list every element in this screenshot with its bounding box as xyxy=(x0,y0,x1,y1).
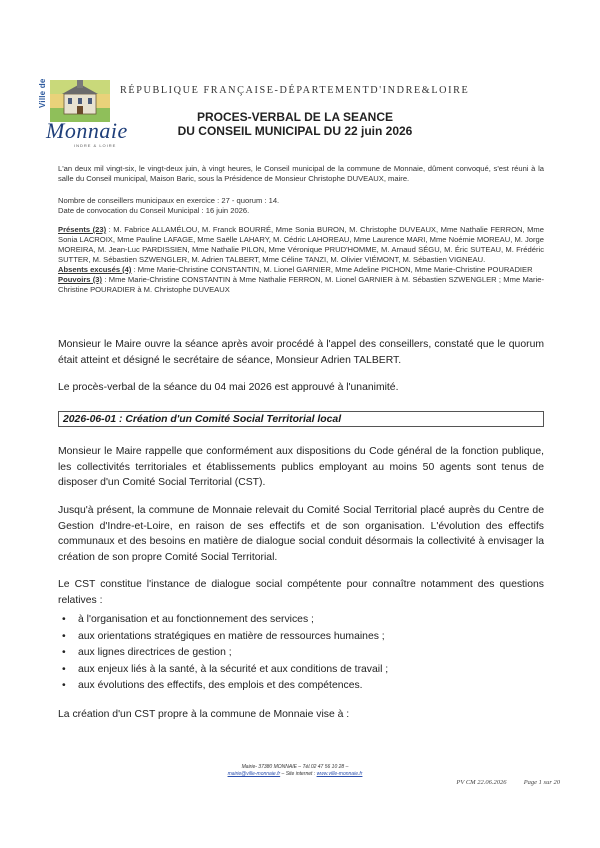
opening-paragraph: Monsieur le Maire ouvre la séance après avoir procédé à l'appel des conseillers, constaté que le quorum était atteint et désigné le secrétaire de séance, Monsieur Adrien TALBERT. xyxy=(58,339,544,366)
list-item: • aux lignes directrices de gestion ; xyxy=(60,645,544,662)
deliberation-paragraph-2: Jusqu'à présent, la commune de Monnaie relevait du Comité Social Territorial placé auprès du Centre de Gestion d'Indre-et-Loire, en raison de ses effectifs et de son organisation. L'évolution des effectifs communaux et des besoins en matière de dialogue social conduit désormais la collectivité à envisager la création de son propre Comité Social Territorial. xyxy=(58,505,544,563)
deliberation-paragraph-4: La création d'un CST propre à la commune de Monnaie vise à : xyxy=(58,709,350,720)
page-title xyxy=(130,110,460,138)
footer-website-link[interactable]: www.ville-monnaie.fr xyxy=(316,771,363,777)
page-number: Page 1 sur 20 xyxy=(523,779,560,786)
footer-address: Mairie- 37380 MONNAIE – Tél.02 47 56 10 28 – xyxy=(241,764,349,770)
republic-header: RÉPUBLIQUE FRANÇAISE-DÉPARTEMENTD'INDRE&LOIRE xyxy=(120,85,470,96)
footer-separator: – Site internet : xyxy=(280,771,317,777)
attendance-block xyxy=(58,225,544,295)
list-item: • aux évolutions des effectifs, des emplois et des compétences. xyxy=(60,678,544,695)
absents-list: : Mme Marie-Christine CONSTANTIN, M. Lionel GARNIER, Mme Adeline PICHON, Mme Marie-Christine POURADIER xyxy=(131,265,533,274)
footer-contact xyxy=(170,764,420,778)
councillors-count: Nombre de conseillers municipaux en exercice : 27 - quorum : 14. xyxy=(58,196,280,205)
list-item: • aux orientations stratégiques en matière de ressources humaines ; xyxy=(60,629,544,646)
pouvoirs-label: Pouvoirs (3) xyxy=(58,275,103,284)
absents-paragraph xyxy=(58,265,544,275)
absents-label: Absents excusés (4) xyxy=(58,265,132,274)
presents-list: : M. Fabrice ALLAMÉLOU, M. Franck BOURRÉ, Mme Sonia BURON, M. Christophe DUVEAUX, Mme Nathalie FERRON, Mme Sonia LACROIX, Mme Pauline LAFAGE, Mme Saëlle LAHARY, M. Cédric LAHOREAU, Mme Laurence MARI, Mme Noémie MOREAU, M. Jorge MOREIRA, M. Jean-Luc PARDISSIEN, Mme Nathalie PILON, Mme Véronique PRUD'HOMME, M. Arnaud SÉGU, M. Éric SUTEAU, M. Frédéric SUTTER, M. Sébastien SZWENGLER, M. Adrien TALBERT, Mme Céline TANZI, M. Olivier VIÉMONT, M. Sébastien VIGNEAU. xyxy=(58,225,544,264)
meeting-counts xyxy=(58,196,544,216)
approval-paragraph: Le procès-verbal de la séance du 04 mai 2026 est approuvé à l'unanimité. xyxy=(58,382,399,393)
presents-label: Présents (23) xyxy=(58,225,107,234)
deliberation-paragraph-1: Monsieur le Maire rappelle que conformément aux dispositions du Code général de la fonction publique, les collectivités territoriales et établissements publics employant au moins 50 agents sont tenus de disposer d'un Comité Social Territorial (CST). xyxy=(58,446,544,489)
title-line-2: DU CONSEIL MUNICIPAL DU 22 juin 2026 xyxy=(177,124,413,138)
list-item: • à l'organisation et au fonctionnement des services ; xyxy=(60,612,544,629)
footer-links xyxy=(170,771,420,778)
footer-email-link[interactable]: mairie@ville-monnaie.fr xyxy=(227,771,281,777)
logo-town-name: Monnaie xyxy=(46,118,128,143)
document-reference: PV CM 22.06.2026 xyxy=(456,779,507,786)
convocation-date: Date de convocation du Conseil Municipal : 16 juin 2026. xyxy=(58,206,250,215)
pouvoirs-list: : Mme Marie-Christine CONSTANTIN à Mme Nathalie FERRON, M. Lionel GARNIER à M. Sébastien SZWENGLER ; Mme Marie-Christine POURADIER à M. Christophe DUVEAUX xyxy=(58,275,544,294)
cst-competences-list xyxy=(60,612,544,695)
list-item: • aux enjeux liés à la santé, à la sécurité et aux conditions de travail ; xyxy=(60,662,544,679)
title-line-1: PROCES-VERBAL DE LA SEANCE xyxy=(196,110,394,124)
intro-paragraph: L'an deux mil vingt-six, le vingt-deux juin, à vingt heures, le Conseil municipal de la commune de Monnaie, dûment convoqué, s'est réuni à la salle du Conseil municipal, Maison Baric, sous la Présidence de Monsieur Christophe DUVEAUX, maire. xyxy=(58,164,544,183)
footer-reference xyxy=(330,779,560,786)
deliberation-paragraph-3: Le CST constitue l'instance de dialogue social compétente pour connaître notamment des questions relatives : xyxy=(58,579,544,606)
town-hall-illustration-icon xyxy=(50,80,110,122)
logo-ville-label: Ville de xyxy=(38,78,47,108)
section-title-box: 2026-06-01 : Création d'un Comité Social Territorial local xyxy=(58,411,544,427)
presents-paragraph xyxy=(58,225,544,265)
logo-tagline: INDRE & LOIRE xyxy=(74,143,117,148)
municipal-logo xyxy=(36,78,132,152)
pouvoirs-paragraph xyxy=(58,275,544,295)
